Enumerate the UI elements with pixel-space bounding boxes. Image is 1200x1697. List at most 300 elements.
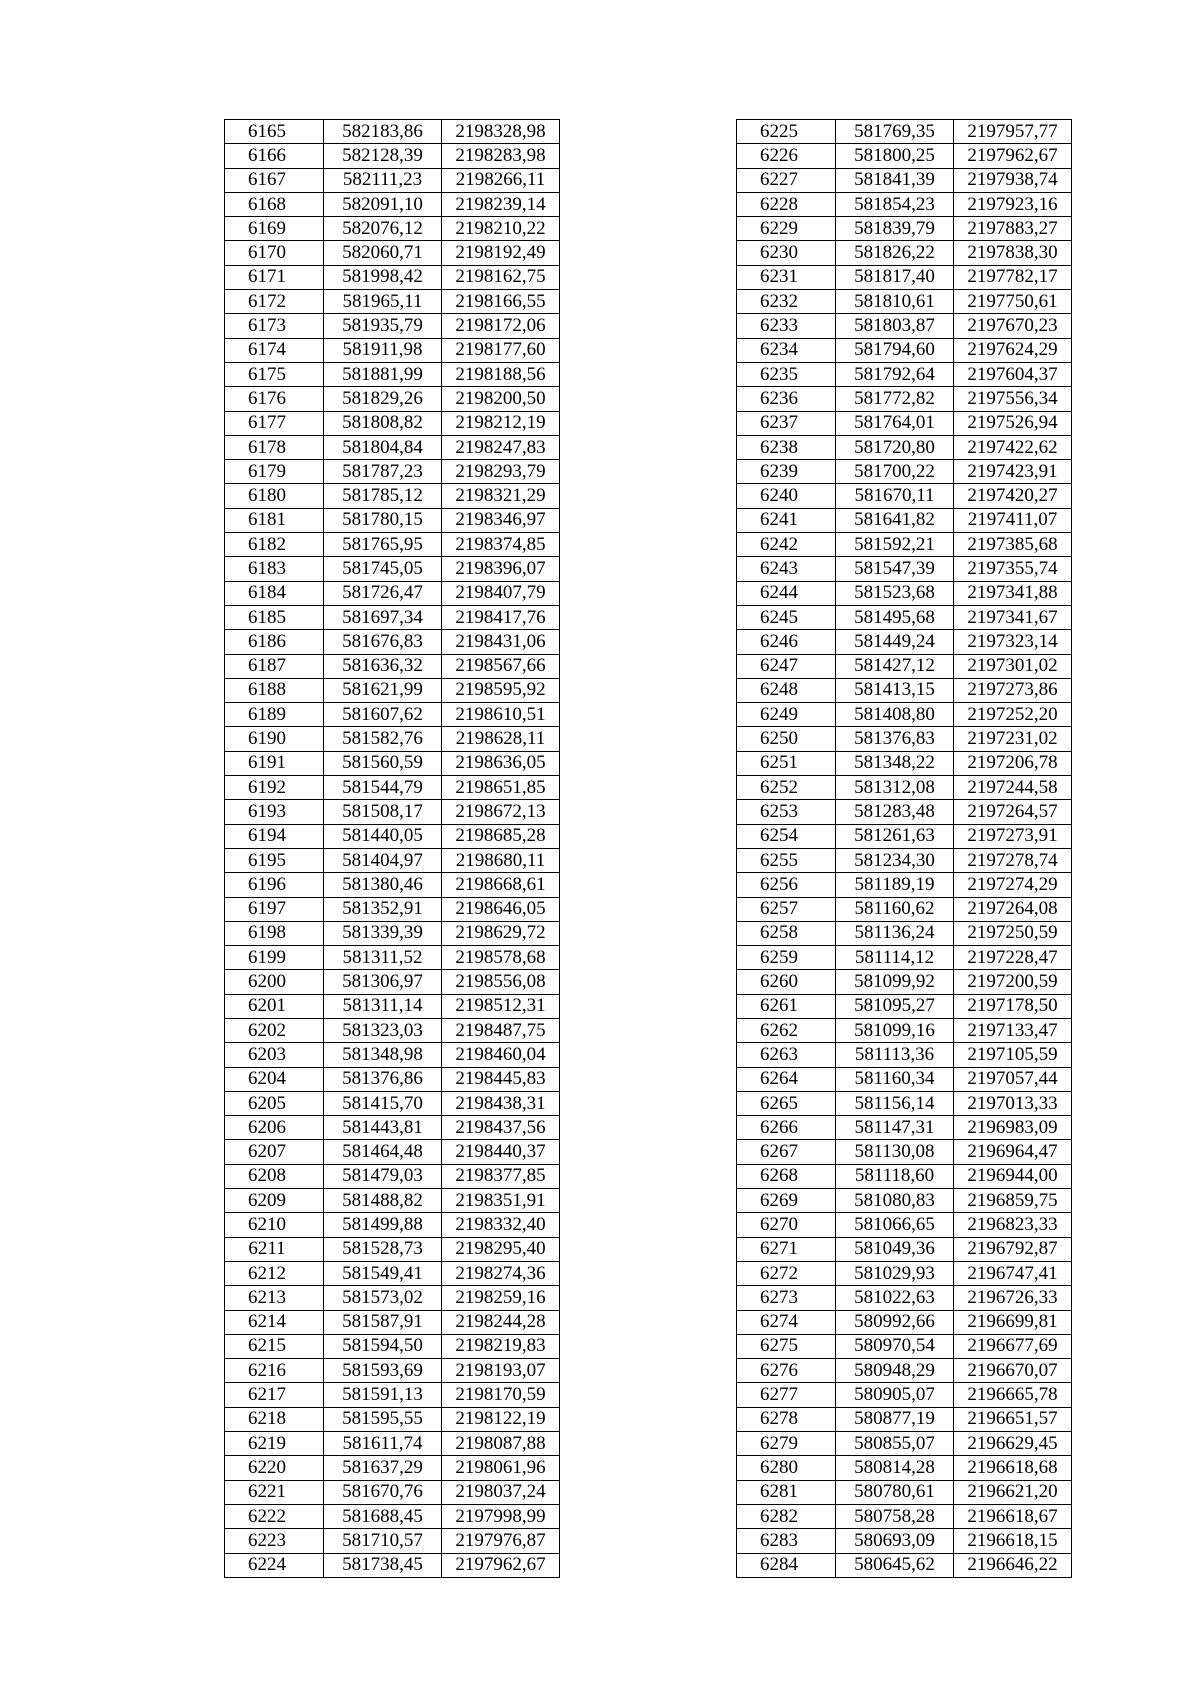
x-coordinate-cell: 582128,39: [324, 144, 442, 168]
x-coordinate-cell: 582076,12: [324, 217, 442, 241]
table-row: [225, 1432, 560, 1456]
y-coordinate-cell: 2197556,34: [954, 387, 1072, 411]
point-number-cell: 6200: [225, 970, 324, 994]
y-coordinate-cell: 2197273,86: [954, 678, 1072, 702]
y-coordinate-cell: 2197178,50: [954, 994, 1072, 1018]
y-coordinate-cell: 2198567,66: [442, 654, 560, 678]
table-row: [225, 460, 560, 484]
y-coordinate-cell: 2198672,13: [442, 800, 560, 824]
point-number-cell: 6169: [225, 217, 324, 241]
x-coordinate-cell: 581688,45: [324, 1504, 442, 1528]
table-row: [737, 581, 1072, 605]
x-coordinate-cell: 580814,28: [836, 1456, 954, 1480]
table-row: [737, 192, 1072, 216]
point-number-cell: 6194: [225, 824, 324, 848]
table-row: [225, 800, 560, 824]
point-number-cell: 6283: [737, 1529, 836, 1553]
y-coordinate-cell: 2197278,74: [954, 848, 1072, 872]
table-row: [225, 1164, 560, 1188]
table-row: [225, 1480, 560, 1504]
x-coordinate-cell: 581965,11: [324, 290, 442, 314]
point-number-cell: 6196: [225, 873, 324, 897]
table-row: [737, 338, 1072, 362]
point-number-cell: 6251: [737, 751, 836, 775]
y-coordinate-cell: 2197274,29: [954, 873, 1072, 897]
x-coordinate-cell: 581810,61: [836, 290, 954, 314]
y-coordinate-cell: 2198438,31: [442, 1091, 560, 1115]
table-row: [737, 1359, 1072, 1383]
y-coordinate-cell: 2198685,28: [442, 824, 560, 848]
y-coordinate-cell: 2197206,78: [954, 751, 1072, 775]
x-coordinate-cell: 581621,99: [324, 678, 442, 702]
table-row: [737, 1529, 1072, 1553]
table-row: [737, 1334, 1072, 1358]
table-row: [737, 1067, 1072, 1091]
x-coordinate-cell: 581160,62: [836, 897, 954, 921]
point-number-cell: 6186: [225, 630, 324, 654]
y-coordinate-cell: 2198283,98: [442, 144, 560, 168]
table-row: [737, 362, 1072, 386]
point-number-cell: 6243: [737, 557, 836, 581]
x-coordinate-cell: 581099,16: [836, 1018, 954, 1042]
x-coordinate-cell: 580970,54: [836, 1334, 954, 1358]
point-number-cell: 6204: [225, 1067, 324, 1091]
table-row: [737, 265, 1072, 289]
table-row: [737, 387, 1072, 411]
table-row: [737, 1286, 1072, 1310]
point-number-cell: 6167: [225, 168, 324, 192]
table-row: [737, 120, 1072, 144]
point-number-cell: 6215: [225, 1334, 324, 1358]
point-number-cell: 6235: [737, 362, 836, 386]
y-coordinate-cell: 2198212,19: [442, 411, 560, 435]
table-row: [737, 654, 1072, 678]
y-coordinate-cell: 2196670,07: [954, 1359, 1072, 1383]
x-coordinate-cell: 581415,70: [324, 1091, 442, 1115]
y-coordinate-cell: 2198680,11: [442, 848, 560, 872]
x-coordinate-cell: 581404,97: [324, 848, 442, 872]
x-coordinate-cell: 581697,34: [324, 605, 442, 629]
point-number-cell: 6270: [737, 1213, 836, 1237]
table-row: [737, 1140, 1072, 1164]
point-number-cell: 6265: [737, 1091, 836, 1115]
y-coordinate-cell: 2198037,24: [442, 1480, 560, 1504]
x-coordinate-cell: 581066,65: [836, 1213, 954, 1237]
y-coordinate-cell: 2198396,07: [442, 557, 560, 581]
y-coordinate-cell: 2196618,15: [954, 1529, 1072, 1553]
table-body: [737, 120, 1072, 1578]
table-row: [737, 800, 1072, 824]
y-coordinate-cell: 2197105,59: [954, 1043, 1072, 1067]
point-number-cell: 6232: [737, 290, 836, 314]
y-coordinate-cell: 2198239,14: [442, 192, 560, 216]
point-number-cell: 6269: [737, 1189, 836, 1213]
x-coordinate-cell: 581854,23: [836, 192, 954, 216]
table-row: [225, 994, 560, 1018]
x-coordinate-cell: 581595,55: [324, 1407, 442, 1431]
y-coordinate-cell: 2196823,33: [954, 1213, 1072, 1237]
x-coordinate-cell: 581745,05: [324, 557, 442, 581]
y-coordinate-cell: 2197624,29: [954, 338, 1072, 362]
y-coordinate-cell: 2196621,20: [954, 1480, 1072, 1504]
x-coordinate-cell: 582060,71: [324, 241, 442, 265]
x-coordinate-cell: 581160,34: [836, 1067, 954, 1091]
y-coordinate-cell: 2198460,04: [442, 1043, 560, 1067]
table-row: [737, 241, 1072, 265]
y-coordinate-cell: 2198219,83: [442, 1334, 560, 1358]
y-coordinate-cell: 2196618,67: [954, 1504, 1072, 1528]
point-number-cell: 6208: [225, 1164, 324, 1188]
point-number-cell: 6275: [737, 1334, 836, 1358]
y-coordinate-cell: 2197883,27: [954, 217, 1072, 241]
point-number-cell: 6268: [737, 1164, 836, 1188]
point-number-cell: 6174: [225, 338, 324, 362]
x-coordinate-cell: 580992,66: [836, 1310, 954, 1334]
table-row: [737, 1553, 1072, 1577]
y-coordinate-cell: 2197782,17: [954, 265, 1072, 289]
point-number-cell: 6282: [737, 1504, 836, 1528]
point-number-cell: 6227: [737, 168, 836, 192]
table-row: [225, 1504, 560, 1528]
y-coordinate-cell: 2197231,02: [954, 727, 1072, 751]
x-coordinate-cell: 581911,98: [324, 338, 442, 362]
point-number-cell: 6221: [225, 1480, 324, 1504]
point-number-cell: 6187: [225, 654, 324, 678]
table-row: [225, 703, 560, 727]
y-coordinate-cell: 2197422,62: [954, 435, 1072, 459]
x-coordinate-cell: 581495,68: [836, 605, 954, 629]
y-coordinate-cell: 2197355,74: [954, 557, 1072, 581]
x-coordinate-cell: 581808,82: [324, 411, 442, 435]
table-row: [737, 1116, 1072, 1140]
point-number-cell: 6284: [737, 1553, 836, 1577]
point-number-cell: 6238: [737, 435, 836, 459]
point-number-cell: 6244: [737, 581, 836, 605]
point-number-cell: 6261: [737, 994, 836, 1018]
x-coordinate-cell: 581710,57: [324, 1529, 442, 1553]
point-number-cell: 6253: [737, 800, 836, 824]
x-coordinate-cell: 581738,45: [324, 1553, 442, 1577]
point-number-cell: 6272: [737, 1261, 836, 1285]
y-coordinate-cell: 2197301,02: [954, 654, 1072, 678]
table-row: [225, 338, 560, 362]
x-coordinate-cell: 581593,69: [324, 1359, 442, 1383]
x-coordinate-cell: 581339,39: [324, 921, 442, 945]
table-row: [737, 630, 1072, 654]
table-row: [225, 1237, 560, 1261]
table-row: [225, 1140, 560, 1164]
x-coordinate-cell: 581113,36: [836, 1043, 954, 1067]
point-number-cell: 6278: [737, 1407, 836, 1431]
table-row: [737, 970, 1072, 994]
y-coordinate-cell: 2197976,87: [442, 1529, 560, 1553]
table-row: [737, 1480, 1072, 1504]
x-coordinate-cell: 580693,09: [836, 1529, 954, 1553]
x-coordinate-cell: 581544,79: [324, 776, 442, 800]
y-coordinate-cell: 2197670,23: [954, 314, 1072, 338]
point-number-cell: 6279: [737, 1432, 836, 1456]
point-number-cell: 6190: [225, 727, 324, 751]
x-coordinate-cell: 581323,03: [324, 1018, 442, 1042]
point-number-cell: 6193: [225, 800, 324, 824]
y-coordinate-cell: 2197962,67: [442, 1553, 560, 1577]
y-coordinate-cell: 2197957,77: [954, 120, 1072, 144]
x-coordinate-cell: 581792,64: [836, 362, 954, 386]
y-coordinate-cell: 2198293,79: [442, 460, 560, 484]
point-number-cell: 6241: [737, 508, 836, 532]
point-number-cell: 6214: [225, 1310, 324, 1334]
table-row: [737, 1018, 1072, 1042]
table-row: [737, 217, 1072, 241]
point-number-cell: 6191: [225, 751, 324, 775]
x-coordinate-cell: 581283,48: [836, 800, 954, 824]
point-number-cell: 6234: [737, 338, 836, 362]
point-number-cell: 6203: [225, 1043, 324, 1067]
point-number-cell: 6220: [225, 1456, 324, 1480]
y-coordinate-cell: 2198332,40: [442, 1213, 560, 1237]
point-number-cell: 6216: [225, 1359, 324, 1383]
point-number-cell: 6248: [737, 678, 836, 702]
point-number-cell: 6218: [225, 1407, 324, 1431]
y-coordinate-cell: 2197385,68: [954, 533, 1072, 557]
table-row: [225, 217, 560, 241]
table-row: [737, 1383, 1072, 1407]
x-coordinate-cell: 581443,81: [324, 1116, 442, 1140]
table-row: [225, 265, 560, 289]
table-row: [737, 460, 1072, 484]
y-coordinate-cell: 2198440,37: [442, 1140, 560, 1164]
table-row: [225, 1116, 560, 1140]
x-coordinate-cell: 581670,11: [836, 484, 954, 508]
point-number-cell: 6177: [225, 411, 324, 435]
table-row: [737, 946, 1072, 970]
x-coordinate-cell: 581114,12: [836, 946, 954, 970]
y-coordinate-cell: 2198200,50: [442, 387, 560, 411]
point-number-cell: 6258: [737, 921, 836, 945]
x-coordinate-cell: 581499,88: [324, 1213, 442, 1237]
table-row: [225, 751, 560, 775]
x-coordinate-cell: 581817,40: [836, 265, 954, 289]
y-coordinate-cell: 2198374,85: [442, 533, 560, 557]
x-coordinate-cell: 581352,91: [324, 897, 442, 921]
table-row: [225, 362, 560, 386]
table-row: [225, 1359, 560, 1383]
point-number-cell: 6266: [737, 1116, 836, 1140]
y-coordinate-cell: 2197323,14: [954, 630, 1072, 654]
point-number-cell: 6271: [737, 1237, 836, 1261]
table-row: [225, 1018, 560, 1042]
point-number-cell: 6207: [225, 1140, 324, 1164]
table-row: [225, 1261, 560, 1285]
table-row: [737, 533, 1072, 557]
table-row: [225, 1213, 560, 1237]
x-coordinate-cell: 581440,05: [324, 824, 442, 848]
point-number-cell: 6252: [737, 776, 836, 800]
point-number-cell: 6217: [225, 1383, 324, 1407]
point-number-cell: 6176: [225, 387, 324, 411]
point-number-cell: 6250: [737, 727, 836, 751]
point-number-cell: 6239: [737, 460, 836, 484]
point-number-cell: 6240: [737, 484, 836, 508]
table-row: [225, 484, 560, 508]
y-coordinate-cell: 2198166,55: [442, 290, 560, 314]
point-number-cell: 6229: [737, 217, 836, 241]
point-number-cell: 6231: [737, 265, 836, 289]
x-coordinate-cell: 581769,35: [836, 120, 954, 144]
point-number-cell: 6230: [737, 241, 836, 265]
x-coordinate-cell: 581636,32: [324, 654, 442, 678]
x-coordinate-cell: 581348,22: [836, 751, 954, 775]
x-coordinate-cell: 581826,22: [836, 241, 954, 265]
x-coordinate-cell: 581488,82: [324, 1189, 442, 1213]
table-row: [737, 605, 1072, 629]
x-coordinate-cell: 581582,76: [324, 727, 442, 751]
point-number-cell: 6274: [737, 1310, 836, 1334]
y-coordinate-cell: 2198556,08: [442, 970, 560, 994]
point-number-cell: 6173: [225, 314, 324, 338]
table-row: [737, 776, 1072, 800]
table-row: [225, 557, 560, 581]
x-coordinate-cell: 581130,08: [836, 1140, 954, 1164]
table-row: [225, 387, 560, 411]
x-coordinate-cell: 581547,39: [836, 557, 954, 581]
point-number-cell: 6201: [225, 994, 324, 1018]
x-coordinate-cell: 581829,26: [324, 387, 442, 411]
table-row: [225, 1091, 560, 1115]
y-coordinate-cell: 2197273,91: [954, 824, 1072, 848]
point-number-cell: 6219: [225, 1432, 324, 1456]
y-coordinate-cell: 2198247,83: [442, 435, 560, 459]
x-coordinate-cell: 580645,62: [836, 1553, 954, 1577]
x-coordinate-cell: 581641,82: [836, 508, 954, 532]
y-coordinate-cell: 2198437,56: [442, 1116, 560, 1140]
y-coordinate-cell: 2197604,37: [954, 362, 1072, 386]
point-number-cell: 6209: [225, 1189, 324, 1213]
x-coordinate-cell: 581794,60: [836, 338, 954, 362]
y-coordinate-cell: 2198651,85: [442, 776, 560, 800]
table-row: [737, 873, 1072, 897]
point-number-cell: 6168: [225, 192, 324, 216]
y-coordinate-cell: 2197938,74: [954, 168, 1072, 192]
point-number-cell: 6246: [737, 630, 836, 654]
table-row: [225, 1529, 560, 1553]
y-coordinate-cell: 2198177,60: [442, 338, 560, 362]
table-row: [737, 727, 1072, 751]
y-coordinate-cell: 2197228,47: [954, 946, 1072, 970]
x-coordinate-cell: 581998,42: [324, 265, 442, 289]
point-number-cell: 6273: [737, 1286, 836, 1310]
point-number-cell: 6237: [737, 411, 836, 435]
x-coordinate-cell: 581136,24: [836, 921, 954, 945]
table-row: [225, 144, 560, 168]
x-coordinate-cell: 581523,68: [836, 581, 954, 605]
y-coordinate-cell: 2198266,11: [442, 168, 560, 192]
x-coordinate-cell: 581785,12: [324, 484, 442, 508]
y-coordinate-cell: 2196651,57: [954, 1407, 1072, 1431]
x-coordinate-cell: 581049,36: [836, 1237, 954, 1261]
y-coordinate-cell: 2196646,22: [954, 1553, 1072, 1577]
table-row: [225, 1456, 560, 1480]
point-number-cell: 6242: [737, 533, 836, 557]
point-number-cell: 6171: [225, 265, 324, 289]
table-row: [737, 1043, 1072, 1067]
y-coordinate-cell: 2198646,05: [442, 897, 560, 921]
x-coordinate-cell: 581560,59: [324, 751, 442, 775]
y-coordinate-cell: 2196726,33: [954, 1286, 1072, 1310]
point-number-cell: 6210: [225, 1213, 324, 1237]
table-row: [225, 1067, 560, 1091]
table-row: [225, 168, 560, 192]
x-coordinate-cell: 581427,12: [836, 654, 954, 678]
x-coordinate-cell: 581348,98: [324, 1043, 442, 1067]
x-coordinate-cell: 581800,25: [836, 144, 954, 168]
point-number-cell: 6262: [737, 1018, 836, 1042]
table-row: [225, 1553, 560, 1577]
y-coordinate-cell: 2196665,78: [954, 1383, 1072, 1407]
point-number-cell: 6267: [737, 1140, 836, 1164]
x-coordinate-cell: 580780,61: [836, 1480, 954, 1504]
y-coordinate-cell: 2198351,91: [442, 1189, 560, 1213]
x-coordinate-cell: 581839,79: [836, 217, 954, 241]
table-row: [225, 776, 560, 800]
table-row: [737, 314, 1072, 338]
x-coordinate-cell: 581594,50: [324, 1334, 442, 1358]
x-coordinate-cell: 581261,63: [836, 824, 954, 848]
x-coordinate-cell: 581591,13: [324, 1383, 442, 1407]
y-coordinate-cell: 2196747,41: [954, 1261, 1072, 1285]
x-coordinate-cell: 581772,82: [836, 387, 954, 411]
point-number-cell: 6255: [737, 848, 836, 872]
y-coordinate-cell: 2196629,45: [954, 1432, 1072, 1456]
table-row: [225, 290, 560, 314]
point-number-cell: 6206: [225, 1116, 324, 1140]
y-coordinate-cell: 2198162,75: [442, 265, 560, 289]
point-number-cell: 6264: [737, 1067, 836, 1091]
y-coordinate-cell: 2196699,81: [954, 1310, 1072, 1334]
table-row: [225, 1189, 560, 1213]
point-number-cell: 6233: [737, 314, 836, 338]
table-row: [737, 824, 1072, 848]
table-row: [737, 703, 1072, 727]
table-row: [737, 144, 1072, 168]
point-number-cell: 6254: [737, 824, 836, 848]
y-coordinate-cell: 2196964,47: [954, 1140, 1072, 1164]
table-row: [225, 1286, 560, 1310]
table-row: [225, 581, 560, 605]
table-row: [737, 897, 1072, 921]
y-coordinate-cell: 2198188,56: [442, 362, 560, 386]
table-row: [225, 848, 560, 872]
x-coordinate-cell: 581841,39: [836, 168, 954, 192]
x-coordinate-cell: 580855,07: [836, 1432, 954, 1456]
y-coordinate-cell: 2197423,91: [954, 460, 1072, 484]
y-coordinate-cell: 2198321,29: [442, 484, 560, 508]
x-coordinate-cell: 581726,47: [324, 581, 442, 605]
y-coordinate-cell: 2197244,58: [954, 776, 1072, 800]
y-coordinate-cell: 2198061,96: [442, 1456, 560, 1480]
table-row: [737, 1432, 1072, 1456]
point-number-cell: 6205: [225, 1091, 324, 1115]
table-row: [225, 921, 560, 945]
table-row: [737, 1261, 1072, 1285]
x-coordinate-cell: 581413,15: [836, 678, 954, 702]
x-coordinate-cell: 581804,84: [324, 435, 442, 459]
x-coordinate-cell: 580877,19: [836, 1407, 954, 1431]
y-coordinate-cell: 2198295,40: [442, 1237, 560, 1261]
point-number-cell: 6175: [225, 362, 324, 386]
point-number-cell: 6228: [737, 192, 836, 216]
table-row: [225, 1334, 560, 1358]
